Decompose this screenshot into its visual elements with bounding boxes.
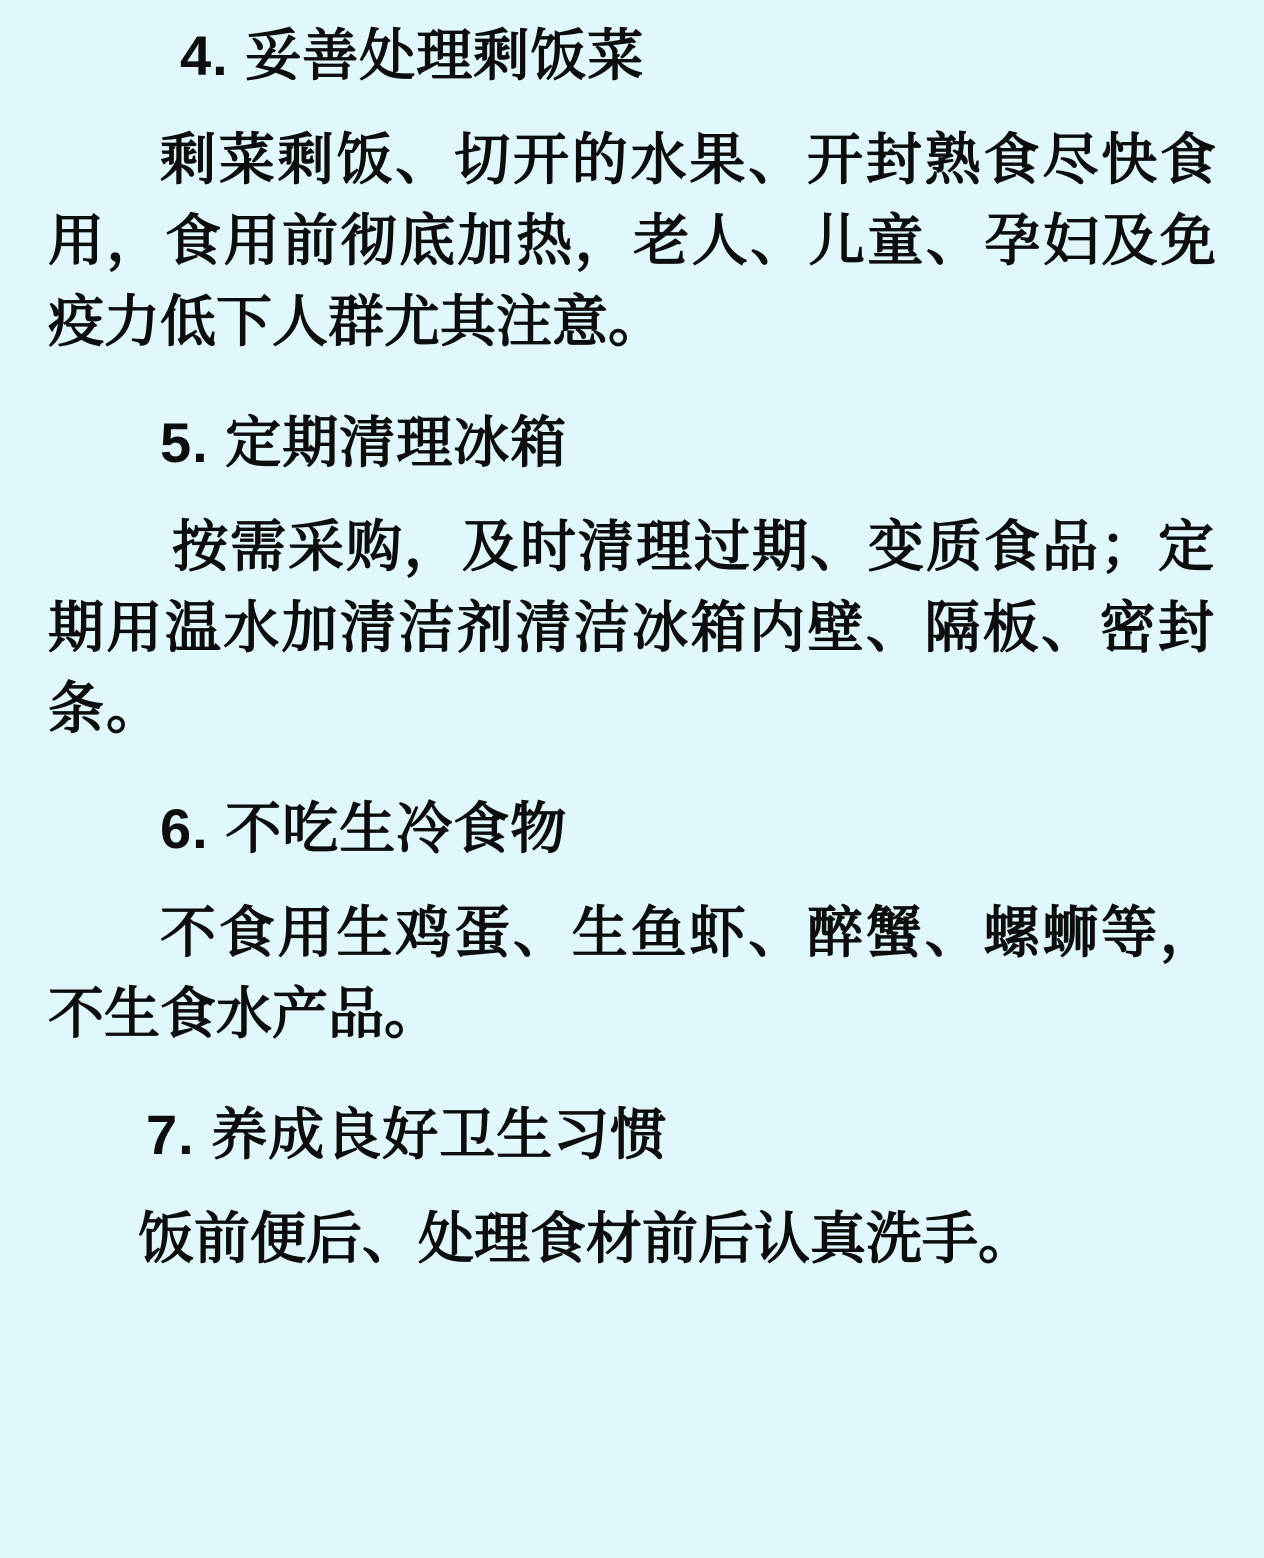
spacer [48, 480, 1216, 506]
section-6 [48, 791, 1216, 1096]
section-7-paragraph: 饭前便后、处理食材前后认真洗手。 [138, 1206, 1034, 1270]
section-6-heading: 6. 不吃生冷食物 [160, 797, 568, 861]
spacer [48, 363, 1216, 405]
section-6-paragraph: 不食用生鸡蛋、生鱼虾、醉蟹、螺蛳等，不生食水产品。 [48, 901, 1216, 1046]
spacer [48, 749, 1216, 791]
section-5-heading: 5. 定期清理冰箱 [160, 410, 568, 474]
spacer [48, 1172, 1216, 1198]
section-4-heading: 4. 妥善处理剩饭菜 [180, 24, 645, 87]
spacer [48, 93, 1216, 119]
spacer [48, 1055, 1216, 1097]
section-7-heading: 7. 养成良好卫生习惯 [146, 1102, 668, 1166]
section-5 [48, 405, 1216, 792]
section-4-paragraph: 剩菜剩饭、切开的水果、开封熟食尽快食用，食用前彻底加热，老人、儿童、孕妇及免疫力低下人群尤其注意。 [48, 128, 1216, 354]
section-7 [48, 1097, 1216, 1279]
section-4 [48, 18, 1216, 405]
spacer [48, 866, 1216, 892]
section-5-paragraph: 按需采购，及时清理过期、变质食品；定期用温水加清洁剂清洁冰箱内壁、隔板、密封条。 [48, 514, 1216, 740]
